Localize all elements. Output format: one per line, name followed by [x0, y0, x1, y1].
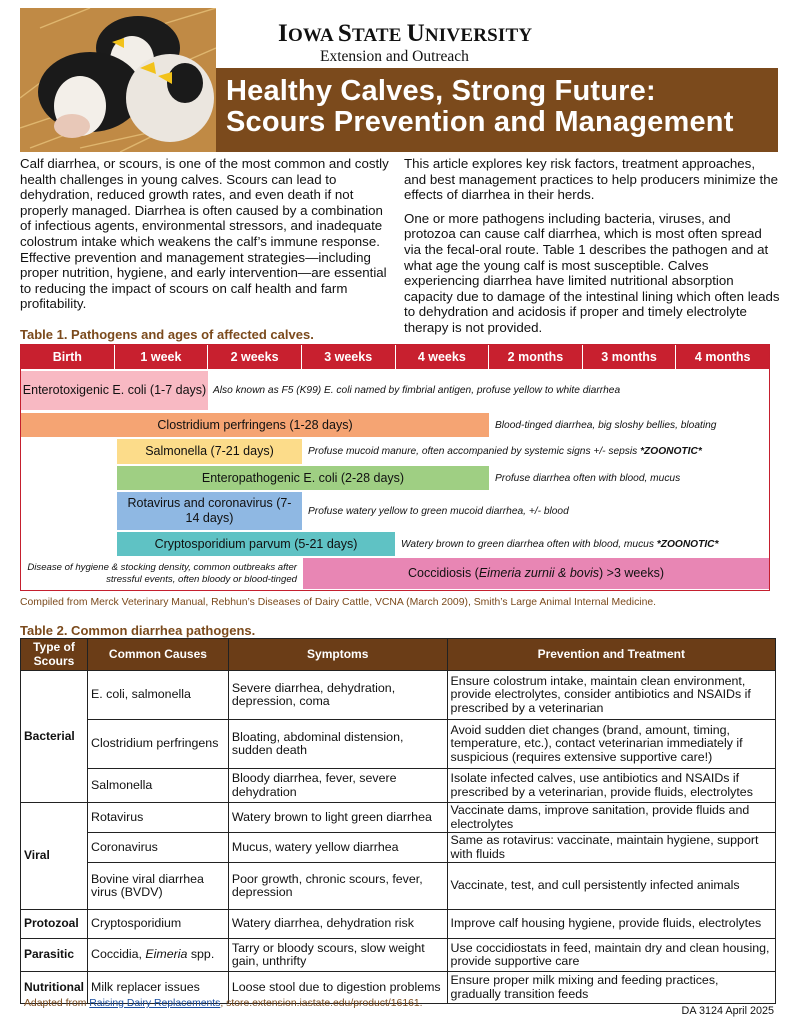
calves-photo [20, 8, 216, 152]
pathogen-note: Watery brown to green diarrhea often with blood, mucus *ZOONOTIC* [401, 538, 719, 550]
pathogen-note: Profuse mucoid manure, often accompanied by systemic signs +/- sepsis *ZOONOTIC* [308, 446, 702, 457]
age-header: 4 months [694, 350, 751, 364]
prevention-cell: Ensure proper milk mixing and feeding practices, gradually transition feeds [447, 972, 775, 1004]
pathogen-bar-coccidiosis: Coccidiosis (Eimeria zurnii & bovis) >3 weeks) [303, 558, 769, 589]
pathogen-bar-epec: Enteropathogenic E. coli (2-28 days) [117, 466, 489, 490]
symptoms-cell: Bloody diarrhea, fever, severe dehydration [228, 769, 447, 803]
intro-left-column [20, 156, 392, 312]
symptoms-cell: Watery brown to light green diarrhea [228, 803, 447, 833]
table-row [21, 803, 776, 833]
column-header: Common Causes [88, 639, 229, 671]
pathogen-note: Blood-tinged diarrhea, big sloshy bellies, bloating [495, 419, 717, 431]
table-row [21, 863, 776, 910]
prevention-cell: Avoid sudden diet changes (brand, amount, timing, temperature, etc.), contact veterinarian immediately if suspicious (requires extensive supportive care!) [447, 720, 775, 769]
title-banner [216, 68, 778, 152]
symptoms-cell: Mucus, watery yellow diarrhea [228, 833, 447, 863]
title-line-1: Healthy Calves, Strong Future: [226, 75, 656, 107]
column-header: Type of Scours [21, 639, 88, 671]
column-header: Symptoms [228, 639, 447, 671]
cause-cell: Coronavirus [88, 833, 229, 863]
cause-cell: E. coli, salmonella [88, 671, 229, 720]
scours-type: Parasitic [21, 939, 88, 972]
scours-type: Viral [21, 803, 88, 910]
pathogen-note: Also known as F5 (K99) E. coli named by fimbrial antigen, profuse yellow to white diarrhea [213, 385, 621, 396]
table2-source: Adapted from Raising Dairy Replacements, store.extension.iastate.edu/product/16161. [24, 998, 423, 1009]
symptoms-cell: Loose stool due to digestion problems [228, 972, 447, 1004]
pathogen-bar-rotavirus: Rotavirus and coronavirus (7-14 days) [117, 492, 302, 530]
age-header: 1 week [115, 345, 209, 369]
university-name: IOWA STATE UNIVERSITY [278, 20, 533, 47]
table-row [21, 939, 776, 972]
prevention-cell: Ensure colostrum intake, maintain clean environment, provide electrolytes, consider antibiotics and NSAIDs if prescribed by a veterinarian [447, 671, 775, 720]
age-header: Birth [21, 345, 115, 369]
cause-cell: Salmonella [88, 769, 229, 803]
symptoms-cell: Watery diarrhea, dehydration risk [228, 910, 447, 939]
symptoms-cell: Bloating, abdominal distension, sudden death [228, 720, 447, 769]
cause-cell: Cryptosporidium [88, 910, 229, 939]
age-header: 3 months [583, 345, 677, 369]
prevention-cell: Same as rotavirus: vaccinate, maintain hygiene, support with fluids [447, 833, 775, 863]
pathogen-note: Profuse diarrhea often with blood, mucus [495, 472, 681, 484]
symptoms-cell: Severe diarrhea, dehydration, depression, coma [228, 671, 447, 720]
column-header: Prevention and Treatment [447, 639, 775, 671]
cause-cell: Clostridium perfringens [88, 720, 229, 769]
pathogen-bar-clostridium: Clostridium perfringens (1-28 days) [21, 413, 489, 437]
cause-cell: Bovine viral diarrhea virus (BVDV) [88, 863, 229, 910]
table-row [21, 720, 776, 769]
table-row [21, 910, 776, 939]
table-row [21, 833, 776, 863]
pathogens-table [20, 638, 776, 1004]
table-row [21, 769, 776, 803]
cause-cell: Rotavirus [88, 803, 229, 833]
prevention-cell: Vaccinate dams, improve sanitation, provide fluids and electrolytes [447, 803, 775, 833]
pathogen-bar-cryptosporidium: Cryptosporidium parvum (5-21 days) [117, 532, 395, 556]
table1-title: Table 1. Pathogens and ages of affected calves. [20, 327, 314, 342]
prevention-cell: Improve calf housing hygiene, provide fluids, electrolytes [447, 910, 775, 939]
cause-cell: Milk replacer issues [88, 972, 229, 1004]
intro-paragraph: Calf diarrhea, or scours, is one of the most common and costly health challenges in young calves. Scours can lead to dehydration, reduced growth rates, and even death if not properly managed. Diarrhea is often caused by a combination of infectious agents, environmental stressors, and inadequate colostrum intake which weakens the calf’s immune response. Effective prevention and management strategies—including proper nutrition, hygiene, and early intervention—are essential to reducing the impact of scours on calf health and farm profitability. [20, 156, 389, 312]
unit-name: Extension and Outreach [320, 48, 469, 65]
age-header-row [21, 345, 769, 369]
intro-right-column [404, 156, 780, 336]
symptoms-cell: Tarry or bloody scours, slow weight gain, unthrifty [228, 939, 447, 972]
source-link[interactable]: Raising Dairy Replacements [89, 998, 221, 1009]
pathogen-bar-salmonella: Salmonella (7-21 days) [117, 439, 302, 464]
age-header: 4 weeks [396, 345, 490, 369]
table-header-row [21, 639, 776, 671]
prevention-cell: Vaccinate, test, and cull persistently infected animals [447, 863, 775, 910]
university-wordmark [278, 20, 778, 66]
table-row [21, 671, 776, 720]
intro-paragraph-3: One or more pathogens including bacteria, viruses, and protozoa can cause calf diarrhea, which is most often spread via the fecal-oral route. Table 1 describes the pathogen and at what age the young calf is most susceptible. Calves experiencing diarrhea have limited nutritional absorption capacity due to damage of the intestinal lining which often leads to dehydration and acidosis if proper and timely electrolyte therapy is not provided. [404, 210, 780, 335]
document-id: DA 3124 April 2025 [681, 1005, 774, 1017]
scours-type: Nutritional [21, 972, 88, 1004]
pathogen-bar-etec: Enterotoxigenic E. coli (1-7 days) [21, 371, 208, 410]
symptoms-cell: Poor growth, chronic scours, fever, depression [228, 863, 447, 910]
table1-source: Compiled from Merck Veterinary Manual, Rebhun’s Diseases of Dairy Cattle, VCNA (March 2009), Smith’s Large Animal Internal Medicine. [20, 597, 657, 608]
scours-type: Bacterial [21, 671, 88, 803]
age-header: 3 weeks [302, 345, 396, 369]
age-header: 2 weeks [208, 345, 302, 369]
table2-title: Table 2. Common diarrhea pathogens. [20, 623, 256, 638]
title-line-2: Scours Prevention and Management [226, 106, 734, 138]
pathogen-note: Disease of hygiene & stocking density, common outbreaks after stressful events, often bloody or blood-tinged [27, 561, 297, 585]
prevention-cell: Isolate infected calves, use antibiotics and NSAIDs if prescribed by a veterinarian, provide fluids, electrolytes [447, 769, 775, 803]
age-header: 2 months [489, 345, 583, 369]
intro-paragraph-2: This article explores key risk factors, treatment approaches, and best management practices to help producers minimize the effects of diarrhea in their herds. [404, 156, 778, 203]
scours-type: Protozoal [21, 910, 88, 939]
prevention-cell: Use coccidiostats in feed, maintain dry and clean housing, provide supportive care [447, 939, 775, 972]
pathogen-note: Profuse watery yellow to green mucoid diarrhea, +/- blood [308, 505, 569, 517]
pathogen-age-chart [20, 344, 770, 591]
cause-cell: Coccidia, Eimeria spp. [88, 939, 229, 972]
